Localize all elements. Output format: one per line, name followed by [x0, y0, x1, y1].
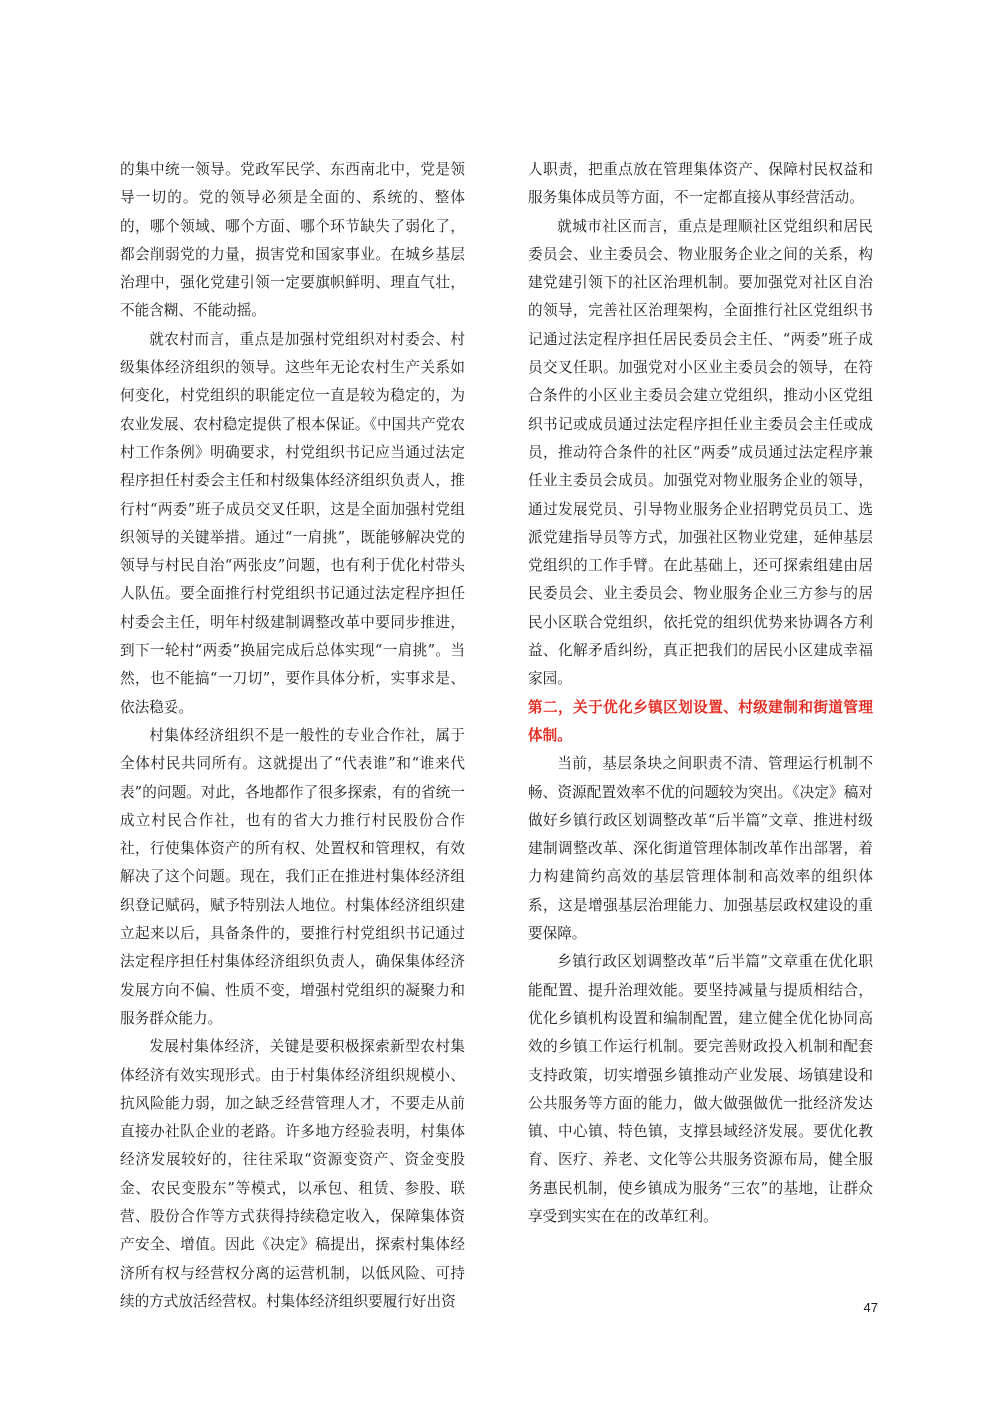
paragraph-continuation: 的集中统一领导。党政军民学、东西南北中，党是领导一切的。党的领导必须是全面的、系统的、整体的，哪个领域、哪个方面、哪个环节缺失了弱化了，都会削弱党的力量，损害党和国家事业。在城乡基层治理中，强化党建引领一定要旗帜鲜明、理直气壮，不能含糊、不能动摇。 — [120, 161, 465, 320]
paragraph-township-reform: 乡镇行政区划调整改革“后半篇”文章重在优化职能配置、提升治理效能。要坚持减量与提质相结合，优化乡镇机构设置和编制配置，建立健全优化协同高效的乡镇工作运行机制。要完善财政投入机制和配套支持政策，切实增强乡镇推动产业发展、场镇建设和公共服务等方面的能力，做大做强做优一批经济发达镇、中心镇、特色镇，支撑县域经济发展。要优化教育、医疗、养老、文化等公共服务资源布局，健全服务惠民机制，使乡镇成为服务“三农”的基地，让群众享受到实实在在的改革红利。 — [528, 953, 873, 1225]
right-column — [528, 156, 873, 1231]
paragraph-collective-organization: 村集体经济组织不是一般性的专业合作社，属于全体村民共同所有。这就提出了“代表谁”和“谁来代表”的问题。对此，各地都作了很多探索，有的省统一成立村民合作社，也有的省大力推行村民股份合作社，行使集体资产的所有权、处置权和管理权，有效解决了这个问题。现在，我们正在推进村集体经济组织登记赋码，赋予特别法人地位。村集体经济组织建立起来以后，具备条件的，要推行村党组织书记通过法定程序担任村集体经济组织负责人，确保集体经济发展方向不偏、性质不变，增强村党组织的凝聚力和服务群众能力。 — [120, 726, 465, 1027]
paragraph-rural: 就农村而言，重点是加强村党组织对村委会、村级集体经济组织的领导。这些年无论农村生产关系如何变化，村党组织的职能定位一直是较为稳定的，为农业发展、农村稳定提供了根本保证。《中国共产党农村工作条例》明确要求，村党组织书记应当通过法定程序担任村委会主任和村级集体经济组织负责人，推行村“两委”班子成员交叉任职，这是全面加强村党组织领导的关键举措。通过“一肩挑”，既能够解决党的领导与村民自治“两张皮”问题，也有利于优化村带头人队伍。要全面推行村党组织书记通过法定程序担任村委会主任，明年村级建制调整改革中要同步推进，到下一轮村“两委”换届完成后总体实现“一肩挑”。当然，也不能搞“一刀切”，要作具体分析，实事求是、依法稳妥。 — [120, 330, 465, 716]
page-number: 47 — [863, 1300, 878, 1315]
paragraph-current-issues: 当前，基层条块之间职责不清、管理运行机制不畅、资源配置效率不优的问题较为突出。《决定》稿对做好乡镇行政区划调整改革“后半篇”文章、推进村级建制调整改革、深化街道管理体制改革作出部署，着力构建简约高效的基层管理体制和高效率的组织体系，这是增强基层治理能力、加强基层政权建设的重要保障。 — [528, 755, 873, 943]
section-heading: 第二，关于优化乡镇区划设置、村级建制和街道管理体制。 — [528, 698, 873, 744]
paragraph-collective-economy: 发展村集体经济，关键是要积极探索新型农村集体经济有效实现形式。由于村集体经济组织规模小、抗风险能力弱，加之缺乏经营管理人才，不要走从前直接办社队企业的老路。许多地方经验表明，村集体经济发展较好的，往往采取“资源变资产、资金变股金、农民变股东”等模式，以承包、租赁、参股、联营、股份合作等方式获得持续稳定收入，保障集体资产安全、增值。因此《决定》稿提出，探索村集体经济所有权与经营权分离的运营机制，以低风险、可持续的方式放活经营权。村集体经济组织要履行好出资 — [120, 1038, 465, 1310]
paragraph-continuation-right: 人职责，把重点放在管理集体资产、保障村民权益和服务集体成员等方面，不一定都直接从事经营活动。 — [528, 161, 873, 207]
paragraph-urban-community: 就城市社区而言，重点是理顺社区党组织和居民委员会、业主委员会、物业服务企业之间的关系，构建党建引领下的社区治理机制。要加强党对社区自治的领导，完善社区治理架构，全面推行社区党组织书记通过法定程序担任居民委员会主任、“两委”班子成员交叉任职。加强党对小区业主委员会的领导，在符合条件的小区业主委员会建立党组织，推动小区党组织书记或成员通过法定程序担任业主委员会主任或成员，推动符合条件的社区“两委”成员通过法定程序兼任业主委员会成员。加强党对物业服务企业的领导，通过发展党员、引导物业服务企业招聘党员员工、选派党建指导员等方式，加强社区物业党建，延伸基层党组织的工作手臂。在此基础上，还可探索组建由居民委员会、业主委员会、物业服务企业三方参与的居民小区联合党组织，依托党的组织优势来协调各方利益、化解矛盾纠纷，真正把我们的居民小区建成幸福家园。 — [528, 217, 873, 688]
left-column — [120, 156, 465, 1316]
